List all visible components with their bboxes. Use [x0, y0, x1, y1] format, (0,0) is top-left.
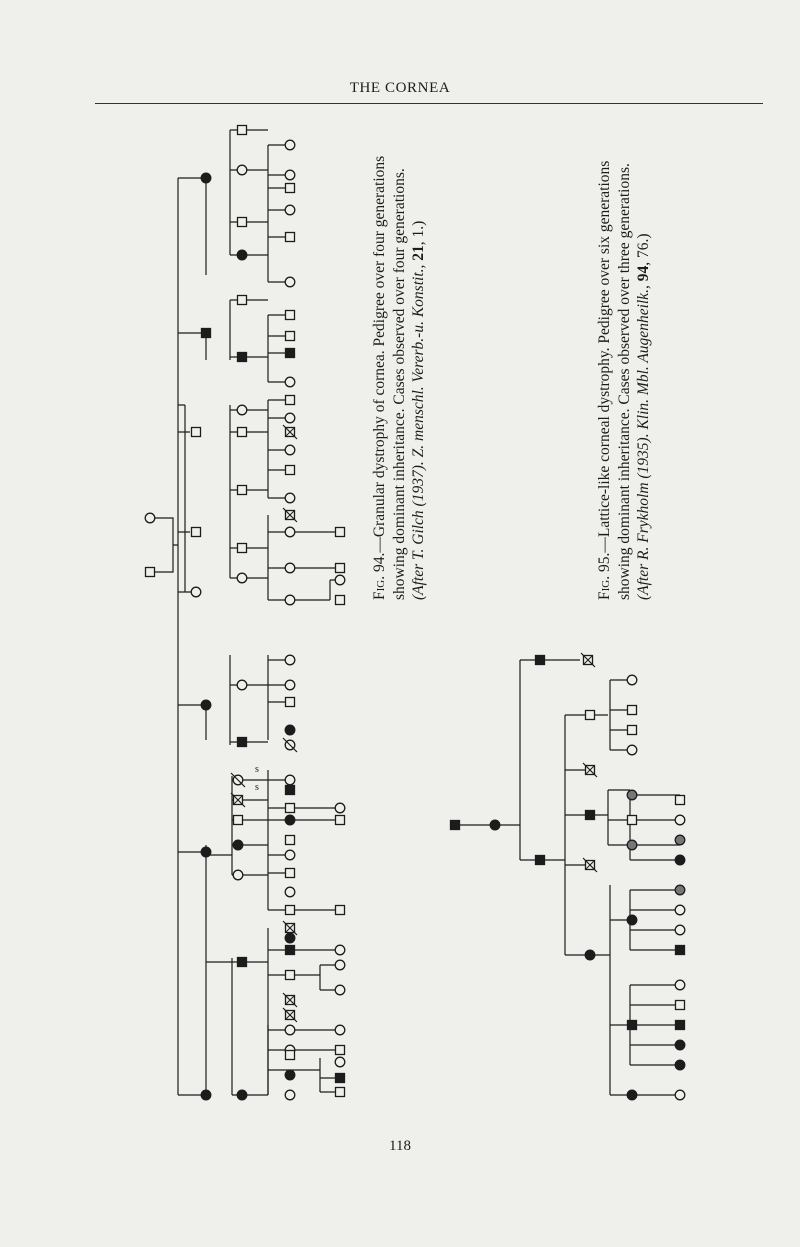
figure-95-label: Fig. 95. — [596, 552, 613, 600]
figure-95-citation: (After R. Frykholm (1935). Klin. Mbl. Augenheilk., — [635, 281, 652, 600]
figure-95-caption — [595, 130, 654, 600]
fig95-symbols — [451, 653, 685, 1100]
fig94-annotation-s2: s — [255, 782, 259, 793]
figure-94-text: —Granular dystrophy of cornea. Pedigree over four generations showing dominant inheritance. Cases observed over four generations. — [371, 155, 408, 600]
figure-95-volume: 94 — [635, 265, 652, 282]
figure-94-label: Fig. 94. — [371, 552, 388, 600]
figure-95-text: —Lattice-like corneal dystrophy. Pedigree over six generations showing dominant inheritance. Cases observed over three generations. — [596, 160, 633, 600]
figure-94-citation: (After T. Gilch (1937). Z. menschl. Vererb.-u. Konstit., — [410, 260, 427, 600]
figure-95-pages: , 76.) — [635, 233, 652, 266]
running-head: THE CORNEA — [349, 80, 451, 96]
figure-94-pages: , 1.) — [410, 220, 427, 246]
page-number: 118 — [389, 1138, 411, 1154]
figure-94-caption — [370, 130, 429, 600]
fig94-annotation-s1: s — [255, 764, 259, 775]
fig94-symbols — [145, 126, 345, 1100]
figure-94-volume: 21 — [410, 245, 427, 261]
